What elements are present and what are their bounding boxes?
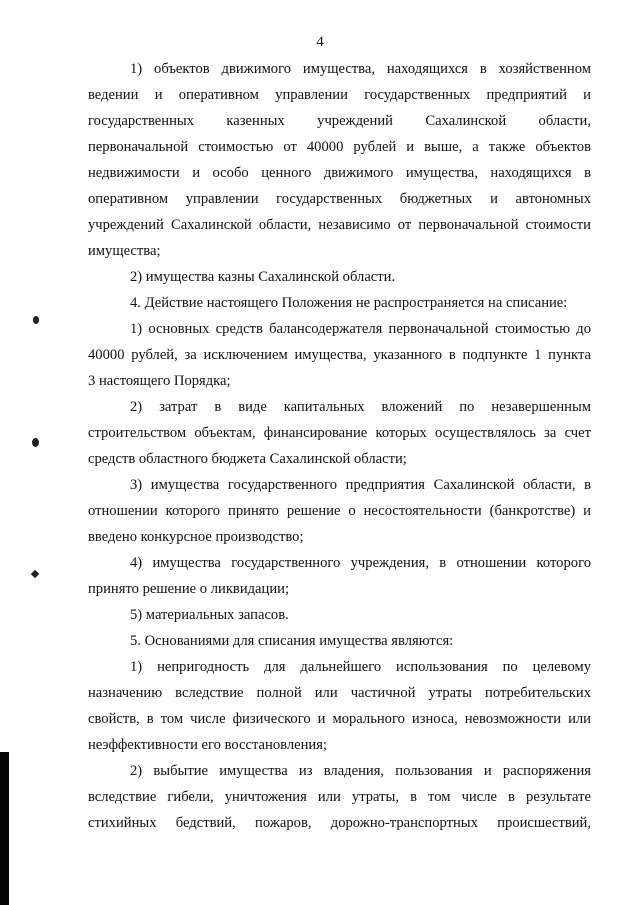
text-line: первоначальной стоимостью от 40000 рублей и выше, а также объектов [88,139,591,155]
scan-mark [33,316,39,324]
text-line: государственных казенных учреждений Сахалинской области, [88,113,591,129]
text-line: 3) имущества государственного предприятия Сахалинской области, в [130,477,591,493]
text-line: 1) непригодность для дальнейшего использования по целевому [130,659,591,675]
text-line: ведении и оперативном управлении государственных предприятий и [88,87,591,103]
text-line: строительством объектам, финансирование которых осуществлялось за счет [88,425,591,441]
text-line: 1) объектов движимого имущества, находящихся в хозяйственном [130,61,591,77]
scan-mark [31,570,39,578]
text-line: учреждений Сахалинской области, независимо от первоначальной стоимости [88,217,591,233]
text-line: недвижимости и особо ценного движимого имущества, находящихся в [88,165,591,181]
text-line: введено конкурсное производство; [88,529,304,545]
scan-mark [32,438,39,447]
text-line: 4) имущества государственного учреждения, в отношении которого [130,555,591,571]
text-line: назначению вследствие полной или частичной утраты потребительских [88,685,591,701]
text-line: отношении которого принято решение о несостоятельности (банкротстве) и [88,503,591,519]
text-line: свойств, в том числе физического и морального износа, невозможности или [88,711,591,727]
text-line: 2) выбытие имущества из владения, пользования и распоряжения [130,763,591,779]
page-number: 4 [316,34,324,50]
text-line: 5) материальных запасов. [130,607,289,623]
text-line: средств областного бюджета Сахалинской области; [88,451,407,467]
scan-edge-bar [0,752,9,905]
text-line: принято решение о ликвидации; [88,581,290,597]
text-line: 2) затрат в виде капитальных вложений по незавершенным [130,399,591,415]
text-line: 40000 рублей, за исключением имущества, указанного в подпункте 1 пункта [88,347,591,363]
text-line: 5. Основаниями для списания имущества являются: [130,633,454,649]
text-line: 1) основных средств балансодержателя первоначальной стоимостью до [130,321,591,337]
text-line: вследствие гибели, уничтожения или утраты, в том числе в результате [88,789,591,805]
text-line: 4. Действие настоящего Положения не распространяется на списание: [130,295,568,311]
text-line: 2) имущества казны Сахалинской области. [130,269,396,285]
text-line: стихийных бедствий, пожаров, дорожно-транспортных происшествий, [88,815,591,831]
text-line: оперативном управлении государственных бюджетных и автономных [88,191,591,207]
text-line: 3 настоящего Порядка; [88,373,231,389]
text-line: неэффективности его восстановления; [88,737,327,753]
text-line: имущества; [88,243,161,259]
